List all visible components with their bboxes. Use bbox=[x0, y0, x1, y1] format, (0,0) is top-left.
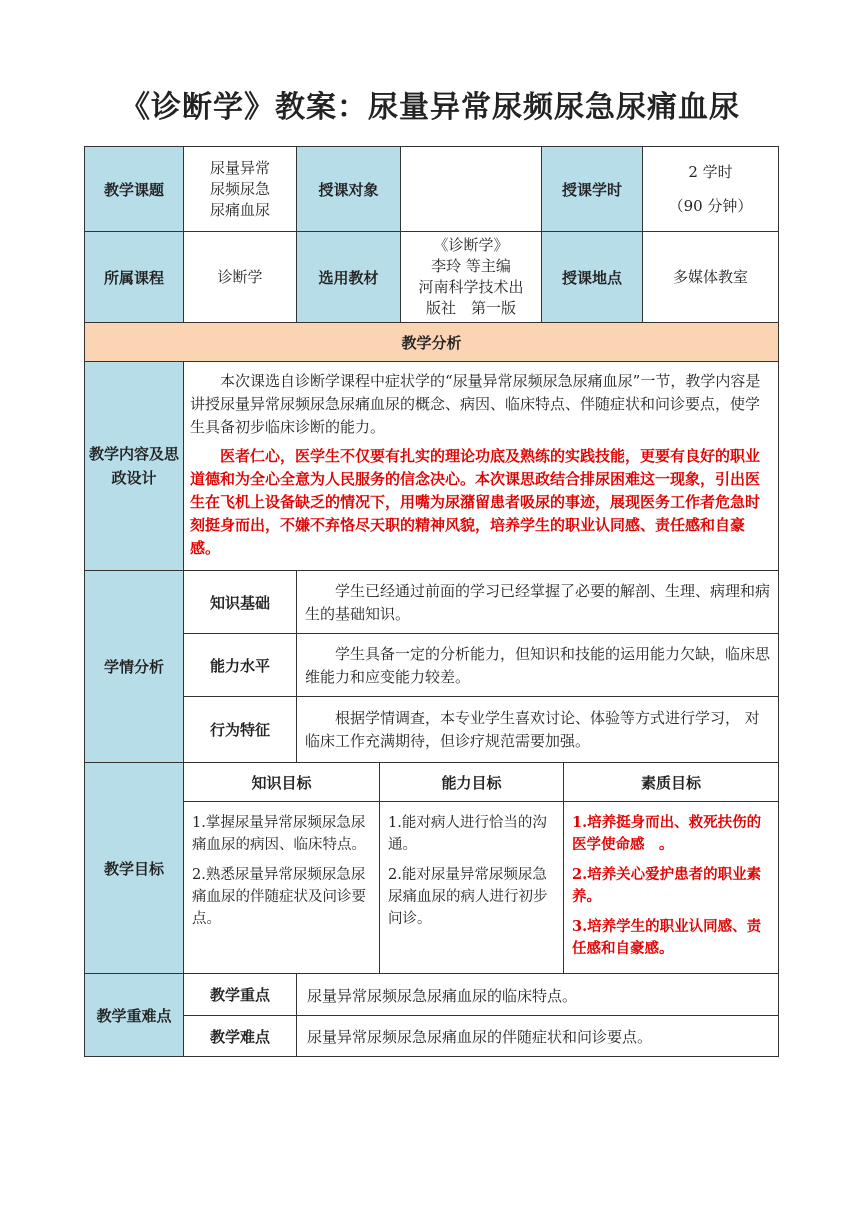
ability-goals-cell bbox=[379, 801, 564, 974]
difficult-point-label: 教学难点 bbox=[183, 1015, 297, 1057]
quality-goal-item: 3.培养学生的职业认同感、责任感和自豪感。 bbox=[572, 918, 762, 957]
learner-row-text: 学生具备一定的分析能力，但知识和技能的运用能力欠缺，临床思维能力和应变能力较差。 bbox=[305, 645, 771, 686]
content-label: 教学内容及思政设计 bbox=[84, 361, 184, 571]
content-cell bbox=[183, 361, 779, 571]
textbook-line: 河南科学技术出 bbox=[418, 278, 524, 296]
textbook-line: 版社 第一版 bbox=[425, 299, 516, 317]
course-value: 诊断学 bbox=[183, 231, 297, 323]
learner-row-text-cell bbox=[296, 696, 779, 763]
knowledge-goal-item: 2.熟悉尿量异常尿频尿急尿痛血尿的伴随症状及问诊要点。 bbox=[192, 867, 366, 927]
quality-goal-header: 素质目标 bbox=[563, 762, 779, 802]
knowledge-goals-cell bbox=[183, 801, 380, 974]
key-point-text: 尿量异常尿频尿急尿痛血尿的临床特点。 bbox=[296, 973, 779, 1016]
audience-value bbox=[400, 146, 542, 232]
place-label: 授课地点 bbox=[541, 231, 643, 323]
quality-goals-cell bbox=[563, 801, 779, 974]
textbook-line: 李玲 等主编 bbox=[431, 257, 511, 275]
ability-goal-item: 2.能对尿量异常尿频尿急尿痛血尿的病人进行初步问诊。 bbox=[388, 867, 548, 927]
learner-row-label: 能力水平 bbox=[183, 633, 297, 697]
keypoints-label: 教学重难点 bbox=[84, 973, 184, 1057]
learner-label: 学情分析 bbox=[84, 570, 184, 763]
learner-row-text: 根据学情调查，本专业学生喜欢讨论、体验等方式进行学习， 对临床工作充满期待，但诊疗规范需要加强。 bbox=[305, 709, 760, 750]
hours-label: 授课学时 bbox=[541, 146, 643, 232]
audience-label: 授课对象 bbox=[296, 146, 401, 232]
quality-goal-item: 2.培养关心爱护患者的职业素养。 bbox=[572, 866, 762, 905]
goals-label: 教学目标 bbox=[84, 762, 184, 974]
textbook-label: 选用教材 bbox=[296, 231, 401, 323]
page-title: 《诊断学》教案：尿量异常尿频尿急尿痛血尿 bbox=[120, 90, 740, 125]
ability-goal-header: 能力目标 bbox=[379, 762, 564, 802]
topic-label: 教学课题 bbox=[84, 146, 184, 232]
learner-row-text-cell bbox=[296, 570, 779, 634]
topic-line: 尿痛血尿 bbox=[209, 200, 270, 219]
topic-value bbox=[183, 146, 297, 232]
learner-row-label: 知识基础 bbox=[183, 570, 297, 634]
hours-value bbox=[642, 146, 779, 232]
analysis-section-title: 教学分析 bbox=[84, 322, 779, 362]
knowledge-goal-item: 1.掌握尿量异常尿频尿急尿痛血尿的病因、临床特点。 bbox=[192, 815, 366, 853]
difficult-point-text: 尿量异常尿频尿急尿痛血尿的伴随症状和问诊要点。 bbox=[296, 1015, 779, 1057]
hours-line: （90 分钟） bbox=[668, 197, 753, 215]
textbook-line: 《诊断学》 bbox=[433, 236, 509, 254]
course-label: 所属课程 bbox=[84, 231, 184, 323]
hours-line: 2 学时 bbox=[688, 163, 733, 181]
learner-row-label: 行为特征 bbox=[183, 696, 297, 763]
topic-line: 尿量异常 bbox=[209, 158, 270, 177]
ability-goal-item: 1.能对病人进行恰当的沟通。 bbox=[388, 815, 547, 853]
quality-goal-item: 1.培养挺身而出、救死扶伤的医学使命感 。 bbox=[572, 814, 762, 853]
learner-row-text: 学生已经通过前面的学习已经掌握了必要的解剖、生理、病理和病生的基础知识。 bbox=[305, 582, 771, 623]
key-point-label: 教学重点 bbox=[183, 973, 297, 1016]
place-value: 多媒体教室 bbox=[642, 231, 779, 323]
topic-line: 尿频尿急 bbox=[209, 179, 270, 198]
content-text: 本次课选自诊断学课程中症状学的“尿量异常尿频尿急尿痛血尿”一节，教学内容是讲授尿量异常尿频尿急尿痛血尿的概念、病因、临床特点、伴随症状和问诊要点，使学生具备初步临床诊断的能力。 bbox=[190, 372, 761, 436]
learner-row-text-cell bbox=[296, 633, 779, 697]
knowledge-goal-header: 知识目标 bbox=[183, 762, 380, 802]
ideology-text: 医者仁心，医学生不仅要有扎实的理论功底及熟练的实践技能，更要有良好的职业道德和为全心全意为人民服务的信念决心。本次课思政结合排尿困难这一现象，引出医生在飞机上设备缺乏的情况下，用嘴为尿潴留患者吸尿的事迹，展现医务工作者危急时刻挺身而出，不嫌不弃恪尽天职的精神风貌，培养学生的职业认同感、责任感和自豪感。 bbox=[190, 447, 761, 557]
textbook-value bbox=[400, 231, 542, 323]
